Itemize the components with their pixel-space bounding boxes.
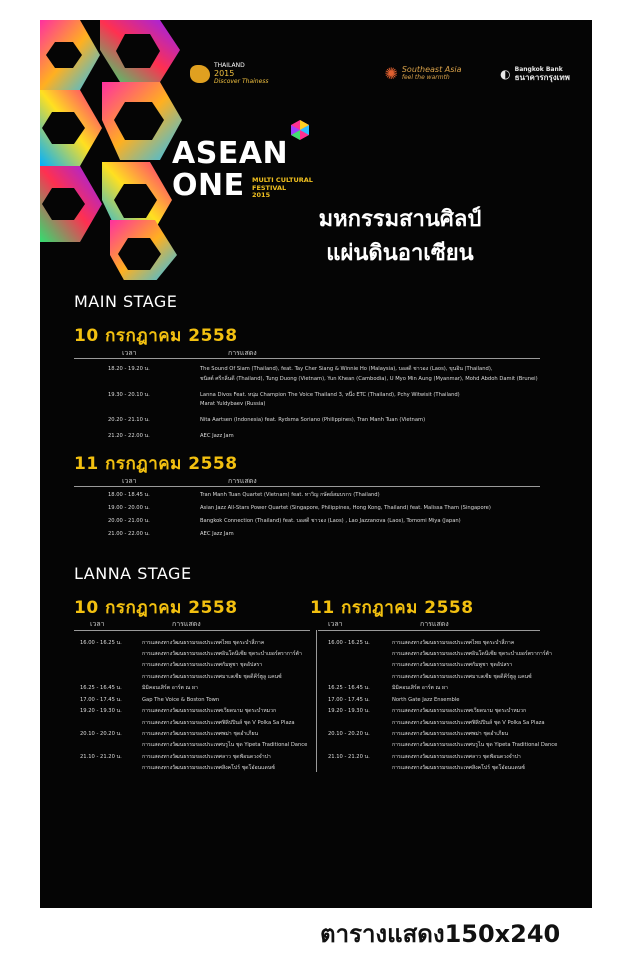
- schedule-time: 20.20 - 21.10 น.: [108, 417, 150, 423]
- thailand-label: THAILAND: [214, 62, 245, 69]
- sea-name: Southeast Asia: [401, 65, 462, 74]
- lanna-day1-col-show: การแสดง: [172, 620, 201, 628]
- schedule-performance: North Gate Jazz Ensemble: [392, 696, 460, 703]
- main-day1-rule: [74, 358, 540, 359]
- lanna-day1-rule: [74, 630, 310, 631]
- schedule-performance: การแสดงทางวัฒนธรรมของประเทศลาว ชุดฟ้อนดวงจำปา: [392, 754, 521, 760]
- schedule-time: 19.20 - 19.30 น.: [80, 708, 122, 715]
- schedule-time: 21.00 - 22.00 น.: [108, 531, 150, 537]
- thai-title-line1: มหกรรมสานศิลป์: [318, 207, 482, 232]
- main-day2-col-show: การแสดง: [228, 477, 257, 485]
- bank-name-en: Bangkok Bank: [514, 66, 563, 73]
- lanna-day1-date: 10 กรกฎาคม 2558: [74, 598, 238, 618]
- sea-tagline: feel the warmth: [401, 74, 450, 81]
- schedule-performance: The Sound Of Siam (Thailand), feat. Tay Cher Siang & Winnie Ho (Malaysia), บอสดี ชาวอง (Laos), ขุนอิน (Thailand),: [200, 366, 493, 372]
- schedule-performance: การแสดงทางวัฒนธรรมของประเทศไทย ชุดระบำสี่ภาค: [142, 640, 265, 646]
- schedule-performance: การแสดงทางวัฒนธรรมของประเทศพม่า ชุดอำเภียน: [392, 731, 509, 738]
- lanna-stage-heading: LANNA STAGE: [74, 564, 192, 583]
- lanna-day1-col-time: เวลา: [90, 620, 105, 628]
- schedule-performance: การแสดงทางวัฒนธรรมของประเทศกัมพูชา ชุดอัปสรา: [392, 662, 513, 669]
- schedule-time: 19.00 - 20.00 น.: [108, 505, 150, 511]
- main-stage-heading: MAIN STAGE: [74, 292, 178, 311]
- lanna-day2-col-show: การแสดง: [420, 620, 449, 628]
- lanna-day2-date: 11 กรกฎาคม 2558: [310, 598, 474, 618]
- schedule-time: 21.10 - 21.20 น.: [80, 754, 122, 760]
- schedule-performance: Bangkok Connection (Thailand) feat. บอสดี ชาวอง (Laos) , Lao Jazzanova (Laos), Tomomi Miya (Japan): [200, 518, 461, 524]
- logo-sub3: 2015: [252, 191, 271, 199]
- hexagon-pattern-graphic: [40, 20, 190, 280]
- lanna-day2-col-time: เวลา: [328, 620, 343, 628]
- schedule-performance: การแสดงทางวัฒนธรรมของประเทศมาเลเซีย ชุดดีคีร์ฮูลู แคนซ์: [392, 673, 532, 680]
- schedule-time: 16.25 - 16.45 น.: [328, 685, 370, 692]
- main-day1-col-time: เวลา: [122, 349, 137, 357]
- schedule-performance: การแสดงทางวัฒนธรรมของประเทศไทย ชุดระบำสี่ภาค: [392, 640, 515, 646]
- main-day2-col-time: เวลา: [122, 477, 137, 485]
- schedule-performance: การแสดงทางวัฒนธรรมของประเทศสิงคโปร์ ชุดโอ๋อนแดนซ์: [142, 765, 275, 772]
- bank-name-th: ธนาคารกรุงเทพ: [514, 73, 570, 82]
- schedule-time: 16.25 - 16.45 น.: [80, 685, 122, 692]
- schedule-time: 21.20 - 22.00 น.: [108, 433, 150, 439]
- poster-caption: ตารางแสดง150x240: [320, 920, 561, 948]
- main-day1-date: 10 กรกฎาคม 2558: [74, 326, 238, 346]
- gem-icon: [290, 120, 310, 140]
- lanna-column-divider: [316, 630, 317, 772]
- sponsor-logos: [190, 56, 570, 92]
- thailand-year: 2015: [214, 69, 235, 78]
- schedule-performance: การแสดงทางวัฒนธรรมของประเทศฟิลิปปินส์ ชุด V Polka Sa Plaza: [392, 719, 545, 726]
- schedule-performance: การแสดงทางวัฒนธรรมของประเทศกัมพูชา ชุดอัปสรา: [142, 662, 263, 669]
- schedule-performance: AEC Jazz Jam: [200, 531, 234, 537]
- thai-title-line2: แผ่นดินอาเซียน: [326, 241, 474, 266]
- schedule-time: 20.10 - 20.20 น.: [328, 731, 370, 738]
- schedule-time: 18.00 - 18.45 น.: [108, 492, 150, 498]
- thailand-tagline: Discover Thainess: [214, 78, 269, 85]
- logo-sub2: FESTIVAL: [252, 183, 287, 192]
- schedule-time: 16.00 - 16.25 น.: [80, 640, 122, 646]
- logo-line2: ONE: [172, 168, 245, 203]
- logo-line1: ASEAN: [172, 136, 289, 171]
- schedule-time: 16.00 - 16.25 น.: [328, 640, 370, 646]
- schedule-performance: AEC Jazz Jam: [200, 433, 234, 439]
- schedule-time: 20.10 - 20.20 น.: [80, 731, 122, 738]
- schedule-time: 17.00 - 17.45 น.: [80, 696, 122, 703]
- schedule-performance: Tran Manh Tuan Quartet (Vietnam) feat. ทาวิญ กษัตย์สมบรกร (Thailand): [200, 492, 380, 498]
- schedule-performance: การแสดงทางวัฒนธรรมของประเทศลาว ชุดฟ้อนดวงจำปา: [142, 754, 271, 760]
- schedule-time: 20.00 - 21.00 น.: [108, 518, 150, 524]
- amazing-thailand-logo: [190, 62, 269, 86]
- schedule-performance: การแสดงทางวัฒนธรรมของประเทศมาเลเซีย ชุดดีคีร์ฮูลู แคนซ์: [142, 673, 282, 680]
- thailand-map-icon: [190, 65, 210, 83]
- schedule-performance: ชนิสต์ ศรีกลิ่นดี (Thailand), Tung Duong (Vietnam), Yun Khean (Cambodia), U Myo Min Aung (Myanmar), Mohd Abdoh Damit (Brunei): [200, 375, 538, 382]
- main-day2-rule: [74, 486, 540, 487]
- logo-subtitle: [252, 177, 313, 200]
- schedule-performance: การแสดงทางวัฒนธรรมของประเทศฟิลิปปินส์ ชุด V Polka Sa Plaza: [142, 719, 295, 726]
- schedule-performance: การแสดงทางวัฒนธรรมของประเทศสิงคโปร์ ชุดโอ๋อนแดนซ์: [392, 765, 525, 772]
- logo-sub1: MULTI CULTURAL: [252, 176, 313, 184]
- schedule-performance: มิมิคอนเสิร์ต อาร์ต ณ ผา: [142, 685, 198, 692]
- schedule-performance: การแสดงทางวัฒนธรรมของประเทศบรูไน ชุด Yipeta Traditional Dance: [142, 742, 308, 749]
- schedule-time: 19.30 - 20.10 น.: [108, 391, 150, 398]
- southeast-asia-logo: [384, 66, 461, 82]
- poster: [40, 20, 592, 908]
- schedule-performance: Asian Jazz All-Stars Power Quartet (Singapore, Philippines, Hong Kong, Thailand) feat. Malissa Tham (Singapore): [200, 505, 491, 511]
- schedule-performance: Marat Yuldybaev (Russia): [200, 401, 266, 407]
- main-day1-col-show: การแสดง: [228, 349, 257, 357]
- schedule-performance: Gap The Voice & Boston Town: [142, 696, 220, 703]
- main-day2-date: 11 กรกฎาคม 2558: [74, 454, 238, 474]
- thai-festival-title: [310, 203, 490, 271]
- schedule-time: 21.10 - 21.20 น.: [328, 754, 370, 760]
- schedule-performance: การแสดงทางวัฒนธรรมของประเทศอินโดนีเซีย ชุดระบำเยอร์ตราการ์ต้า: [392, 651, 552, 658]
- schedule-time: 17.00 - 17.45 น.: [328, 696, 370, 703]
- schedule-time: 18.20 - 19.20 น.: [108, 366, 150, 372]
- bangkok-bank-logo: [500, 66, 570, 82]
- flower-icon: ✺: [384, 64, 398, 83]
- schedule-performance: Nita Aartsen (Indonesia) feat. Rydsma Soriano (Philippines), Tran Manh Tuan (Vietnam): [200, 417, 426, 423]
- schedule-performance: มิมิคอนเสิร์ต อาร์ต ณ ผา: [392, 685, 448, 692]
- bank-icon: ◐: [500, 67, 511, 81]
- schedule-time: 19.20 - 19.30 น.: [328, 708, 370, 715]
- schedule-performance: การแสดงทางวัฒนธรรมของประเทศพม่า ชุดอำเภียน: [142, 731, 259, 738]
- schedule-performance: การแสดงทางวัฒนธรรมของประเทศเวียดนาม ชุดระบำหมวก: [392, 708, 527, 715]
- lanna-day2-rule: [318, 630, 540, 631]
- schedule-performance: การแสดงทางวัฒนธรรมของประเทศบรูไน ชุด Yipeta Traditional Dance: [392, 742, 558, 749]
- schedule-performance: Lanna Divos Feat. หนุ่ม Champion The Voice Thailand 3, หนึ่ง ETC (Thailand), Pchy Witwisit (Thailand): [200, 391, 460, 398]
- schedule-performance: การแสดงทางวัฒนธรรมของประเทศเวียดนาม ชุดระบำหมวก: [142, 708, 277, 715]
- schedule-performance: การแสดงทางวัฒนธรรมของประเทศอินโดนีเซีย ชุดระบำเยอร์ตราการ์ต้า: [142, 651, 302, 658]
